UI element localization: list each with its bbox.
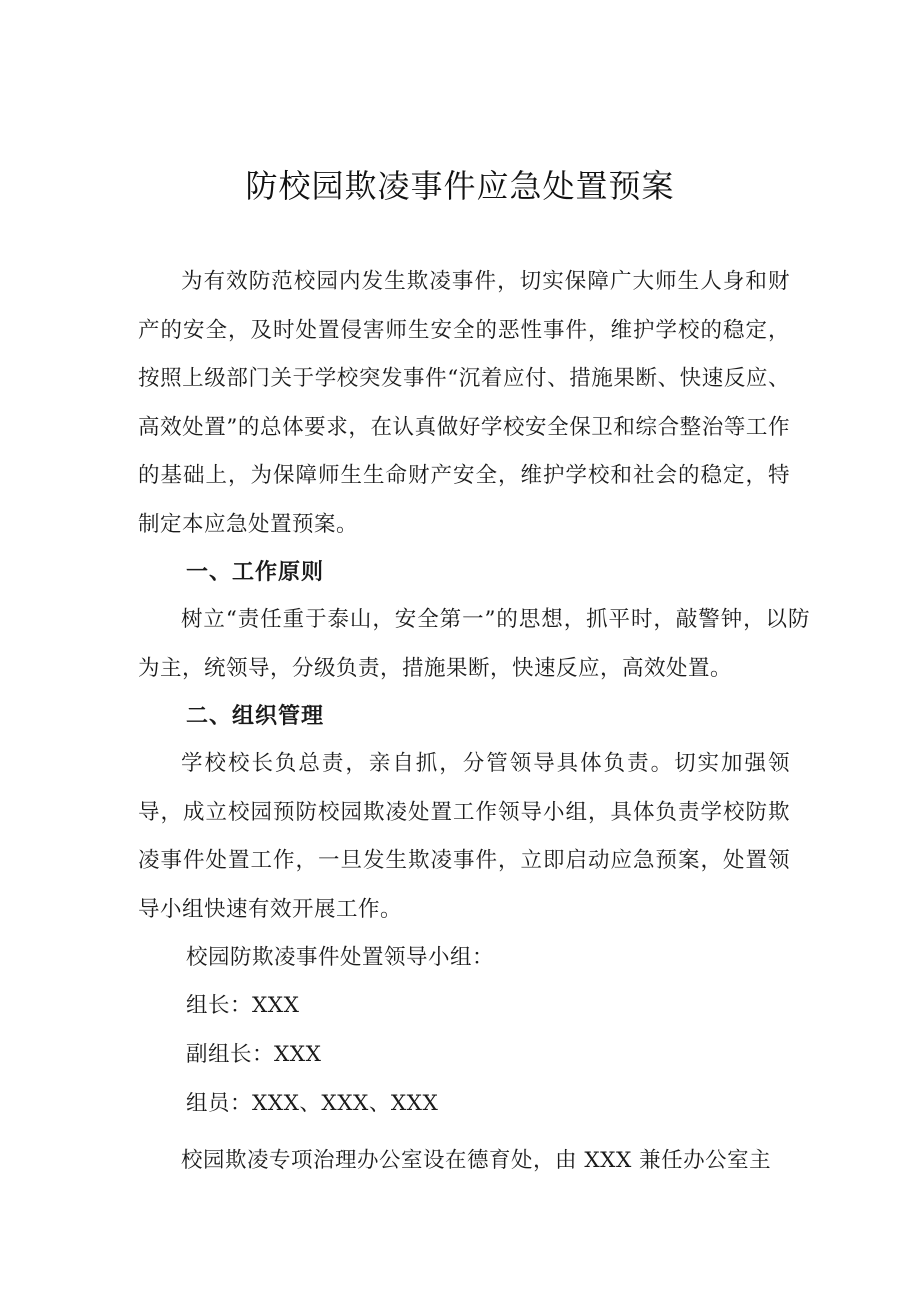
principles-paragraph: 树立“责任重于泰山，安全第一”的思想，抓平时，敲警钟，以防为主，统领导，分级负责，措施果断，快速反应，高效处置。 (138, 607, 810, 681)
section-heading-principles: 一、工作原则 (186, 560, 325, 585)
group-deputy-leader: 副组长：XXX (186, 1042, 322, 1067)
intro-paragraph: 为有效防范校园内发生欺凌事件，切实保障广大师生人身和财产的安全，及时处置侵害师生安全的恶性事件，维护学校的稳定，按照上级部门关于学校突发事件“沉着应付、措施果断、快速反应、高效处置”的总体要求，在认真做好学校安全保卫和综合整治等工作的基础上，为保障师生生命财产安全，维护学校和社会的稳定，特制定本应急处置预案。 (138, 269, 790, 537)
group-members: 组员：XXX、XXX、XXX (186, 1091, 439, 1116)
document-title: 防校园欺凌事件应急处置预案 (245, 167, 675, 205)
organization-paragraph: 学校校长负总责，亲自抓，分管领导具体负责。切实加强领导，成立校园预防校园欺凌处置工作领导小组，具体负责学校防欺凌事件处置工作，一旦发生欺凌事件，立即启动应急预案，处置领导小组快速有效开展工作。 (138, 751, 790, 922)
section-heading-organization: 二、组织管理 (186, 704, 325, 729)
office-paragraph: 校园欺凌专项治理办公室设在德育处，由 XXX 兼任办公室主 (181, 1148, 772, 1173)
leadership-group-title: 校园防欺凌事件处置领导小组： (186, 945, 495, 970)
group-leader: 组长：XXX (186, 993, 300, 1018)
